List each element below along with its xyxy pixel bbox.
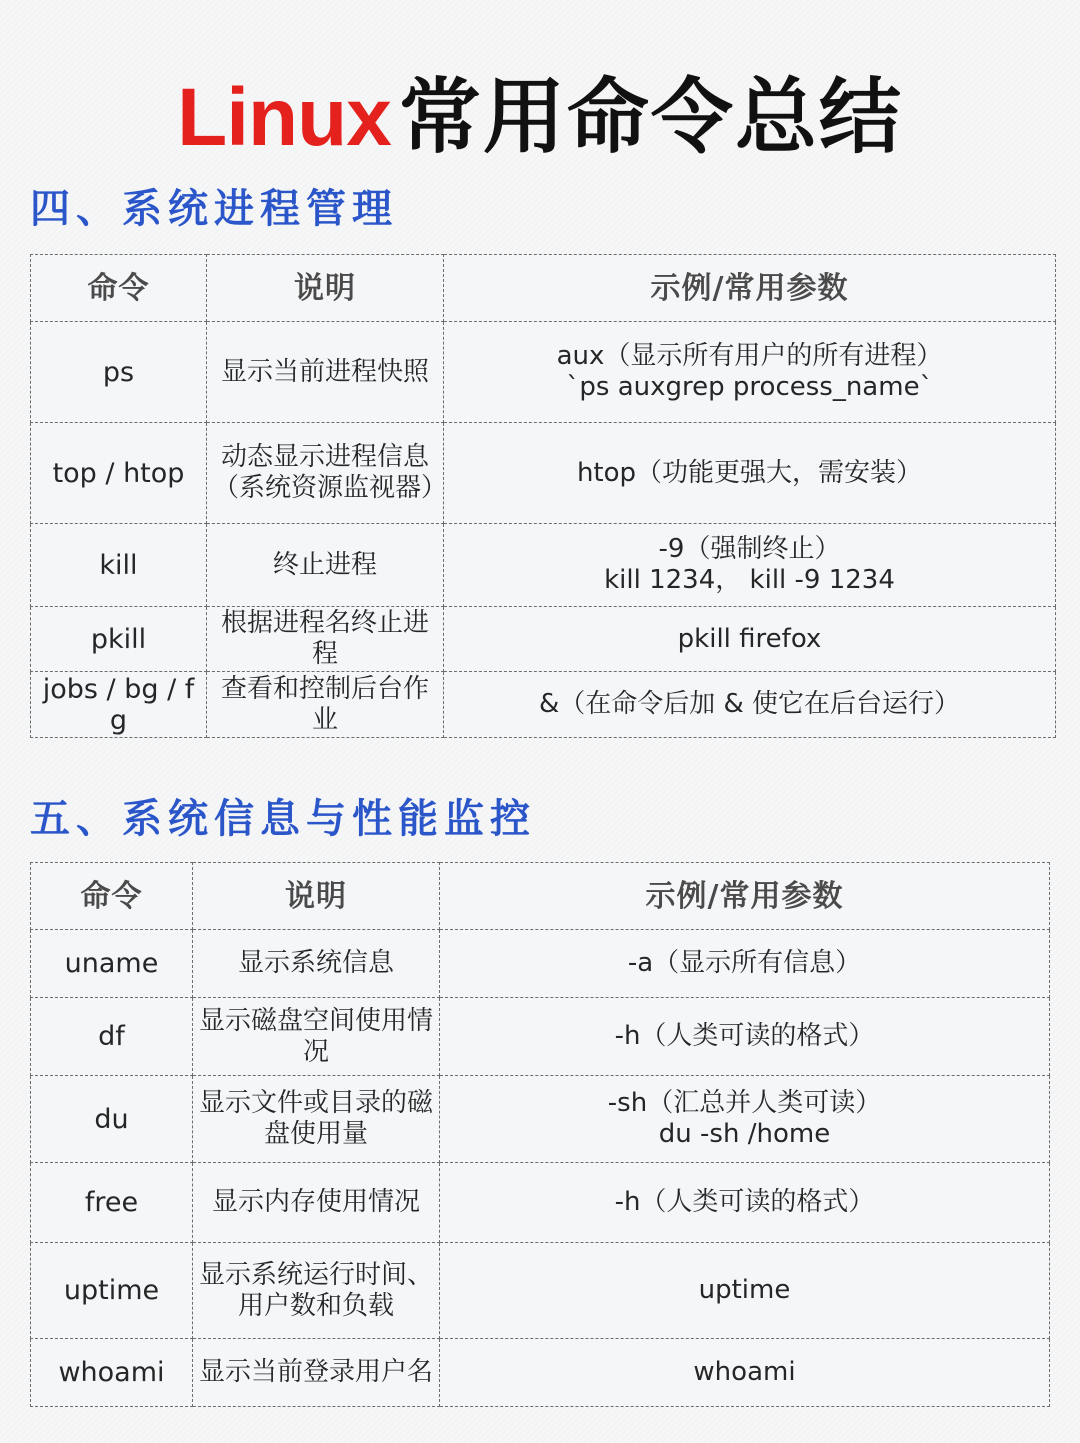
command-cell: free (31, 1163, 193, 1243)
example-cell (444, 607, 1056, 672)
command-cell: jobs / bg / fg (31, 672, 207, 738)
example-line: -h（人类可读的格式） (614, 1187, 875, 1217)
command-cell: uptime (31, 1243, 193, 1339)
table-row (31, 998, 1050, 1076)
example-line: uptime (698, 1275, 791, 1305)
example-cell (444, 672, 1056, 738)
system-monitoring-table (30, 862, 1050, 1407)
table-row (31, 322, 1056, 423)
description-cell: 显示内存使用情况 (193, 1163, 440, 1243)
column-header-description: 说明 (193, 863, 440, 930)
command-cell: whoami (31, 1339, 193, 1407)
command-cell: uname (31, 930, 193, 998)
description-cell: 显示系统信息 (193, 930, 440, 998)
process-management-table (30, 254, 1056, 738)
description-cell: 显示文件或目录的磁盘使用量 (193, 1076, 440, 1163)
title-rest: 常用命令总结 (398, 70, 903, 165)
example-cell (440, 1243, 1050, 1339)
example-line: -9（强制终止） (658, 534, 841, 564)
example-line: aux（显示所有用户的所有进程） (556, 341, 943, 371)
example-cell (440, 1163, 1050, 1243)
example-line: -h（人类可读的格式） (614, 1021, 875, 1051)
command-cell: du (31, 1076, 193, 1163)
description-cell: 显示磁盘空间使用情况 (193, 998, 440, 1076)
section-heading-system-monitoring: 五、系统信息与性能监控 (30, 796, 536, 842)
example-line: kill 1234， kill -9 1234 (604, 565, 895, 595)
example-cell (440, 998, 1050, 1076)
command-cell: ps (31, 322, 207, 423)
title-brand: Linux (177, 72, 391, 163)
example-cell (440, 1076, 1050, 1163)
description-cell: 查看和控制后台作业 (207, 672, 444, 738)
column-header-command: 命令 (31, 863, 193, 930)
table-header-row (31, 863, 1050, 930)
command-cell: df (31, 998, 193, 1076)
table-row (31, 607, 1056, 672)
table-row (31, 1243, 1050, 1339)
description-cell: 终止进程 (207, 524, 444, 607)
table-row (31, 423, 1056, 524)
example-cell (444, 423, 1056, 524)
description-cell: 显示系统运行时间、用户数和负载 (193, 1243, 440, 1339)
example-cell (444, 524, 1056, 607)
table-row (31, 1339, 1050, 1407)
description-cell: 根据进程名终止进程 (207, 607, 444, 672)
description-cell: 动态显示进程信息（系统资源监视器） (207, 423, 444, 524)
table-row (31, 1076, 1050, 1163)
column-header-example: 示例/常用参数 (440, 863, 1050, 930)
table-row (31, 930, 1050, 998)
column-header-example: 示例/常用参数 (444, 255, 1056, 322)
command-cell: pkill (31, 607, 207, 672)
command-cell: top / htop (31, 423, 207, 524)
section-heading-process-management: 四、系统进程管理 (30, 186, 398, 232)
example-line: du -sh /home (658, 1119, 831, 1149)
command-cell: kill (31, 524, 207, 607)
table-header-row (31, 255, 1056, 322)
example-cell (444, 322, 1056, 423)
example-cell (440, 930, 1050, 998)
column-header-description: 说明 (207, 255, 444, 322)
example-line: &（在命令后加 & 使它在后台运行） (538, 689, 961, 719)
table-row (31, 1163, 1050, 1243)
example-line: `ps auxgrep process_name` (566, 372, 933, 402)
table-row (31, 524, 1056, 607)
column-header-command: 命令 (31, 255, 207, 322)
example-line: whoami (693, 1357, 796, 1387)
description-cell: 显示当前进程快照 (207, 322, 444, 423)
example-line: -a（显示所有信息） (627, 948, 862, 978)
example-cell (440, 1339, 1050, 1407)
table-row (31, 672, 1056, 738)
example-line: htop（功能更强大，需安装） (576, 457, 923, 488)
description-cell: 显示当前登录用户名 (193, 1339, 440, 1407)
example-line: pkill firefox (677, 623, 822, 654)
example-line: -sh（汇总并人类可读） (607, 1088, 882, 1118)
page-title (0, 68, 1080, 168)
